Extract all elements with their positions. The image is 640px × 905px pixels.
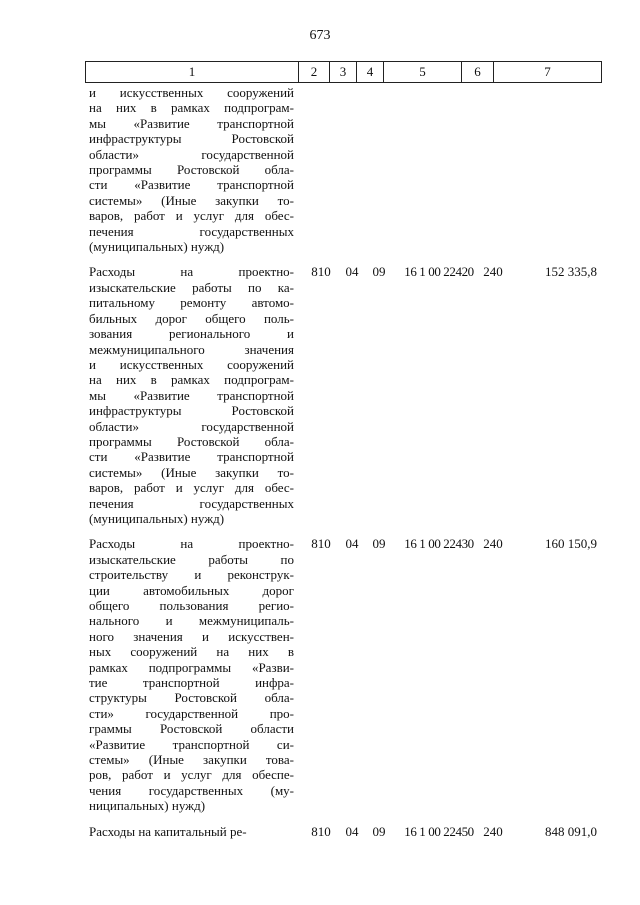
expense-type-cell: 240 bbox=[483, 536, 503, 552]
expense-type-cell: 240 bbox=[483, 823, 503, 839]
description-line: программы Ростовской обла- bbox=[89, 433, 294, 449]
subsection-cell: 09 bbox=[372, 823, 386, 839]
description-line: ров, работ и услуг для обеспе- bbox=[89, 767, 294, 783]
description-line: системы» (Иные закупки то- bbox=[89, 464, 294, 480]
section-cell: 04 bbox=[345, 536, 359, 552]
description-line: изыскательские работы по ка- bbox=[89, 279, 294, 295]
description-line: межмуниципального значения bbox=[89, 341, 294, 357]
description-line: печения государственных bbox=[89, 495, 294, 511]
description-line: варов, работ и услуг для обес- bbox=[89, 480, 294, 496]
description-line: мы «Развитие транспортной bbox=[89, 115, 294, 131]
column-header-table bbox=[85, 61, 602, 83]
description-line: сти» государственной про- bbox=[89, 705, 294, 721]
row-description bbox=[85, 824, 294, 839]
section-cell: 04 bbox=[345, 823, 359, 839]
description-line: варов, работ и услуг для обес- bbox=[89, 208, 294, 224]
subsection-cell: 09 bbox=[372, 536, 386, 552]
description-line: Расходы на проектно- bbox=[89, 264, 294, 280]
column-header-2: 2 bbox=[299, 62, 330, 83]
description-line: чения государственных (му- bbox=[89, 782, 294, 798]
description-line: ции автомобильных дорог bbox=[89, 582, 294, 598]
description-line: мы «Развитие транспортной bbox=[89, 387, 294, 403]
description-line: ного значения и искусствен- bbox=[89, 628, 294, 644]
description-line: области» государственной bbox=[89, 418, 294, 434]
ministry-code-cell: 810 bbox=[311, 823, 331, 839]
description-line: ниципальных) нужд) bbox=[89, 798, 206, 814]
target-article-cell: 16 1 00 22420 bbox=[404, 264, 474, 280]
target-article-cell: 16 1 00 22450 bbox=[404, 823, 474, 839]
description-line: «Развитие транспортной си- bbox=[89, 736, 294, 752]
description-line: (муниципальных) нужд) bbox=[89, 510, 225, 526]
description-line: Расходы на капитальный ре- bbox=[89, 823, 247, 839]
description-line: общего пользования регио- bbox=[89, 598, 294, 613]
description-line: на них в рамках подпрограм- bbox=[89, 100, 294, 116]
description-line: строительству и реконструк- bbox=[89, 567, 294, 583]
description-line: и искусственных сооружений bbox=[89, 356, 294, 372]
row-description bbox=[85, 264, 294, 526]
description-line: граммы Ростовской области bbox=[89, 721, 294, 737]
description-line: рамках подпрограммы «Разви- bbox=[89, 659, 294, 675]
description-line: Расходы на проектно- bbox=[89, 536, 294, 552]
column-header-6: 6 bbox=[462, 62, 494, 83]
description-line: на них в рамках подпрограм- bbox=[89, 372, 294, 388]
description-line: бильных дорог общего поль- bbox=[89, 310, 294, 326]
description-line: и искусственных сооружений bbox=[89, 85, 294, 100]
expense-type-cell: 240 bbox=[483, 264, 503, 280]
amount-cell: 848 091,0 bbox=[545, 823, 597, 839]
column-header-7: 7 bbox=[494, 62, 602, 83]
amount-cell: 152 335,8 bbox=[545, 264, 597, 280]
ministry-code-cell: 810 bbox=[311, 536, 331, 552]
description-line: зования регионального и bbox=[89, 326, 294, 342]
column-header-5: 5 bbox=[384, 62, 462, 83]
description-line: области» государственной bbox=[89, 146, 294, 162]
description-line: стемы» (Иные закупки това- bbox=[89, 752, 294, 768]
subsection-cell: 09 bbox=[372, 264, 386, 280]
description-line: структуры Ростовской обла- bbox=[89, 690, 294, 706]
row-description bbox=[85, 85, 294, 254]
description-line: системы» (Иные закупки то- bbox=[89, 192, 294, 208]
row-description bbox=[85, 536, 294, 813]
section-cell: 04 bbox=[345, 264, 359, 280]
column-header-3: 3 bbox=[330, 62, 357, 83]
table-row bbox=[85, 824, 601, 839]
description-line: ных сооружений на них в bbox=[89, 644, 294, 660]
description-line: сти «Развитие транспортной bbox=[89, 449, 294, 465]
description-line: инфраструктуры Ростовской bbox=[89, 403, 294, 419]
table-row bbox=[85, 85, 601, 254]
ministry-code-cell: 810 bbox=[311, 264, 331, 280]
description-line: тие транспортной инфра- bbox=[89, 675, 294, 691]
table-row bbox=[85, 264, 601, 526]
description-line: изыскательские работы по bbox=[89, 551, 294, 567]
description-line: печения государственных bbox=[89, 223, 294, 239]
description-line: (муниципальных) нужд) bbox=[89, 239, 225, 255]
page-number: 673 bbox=[309, 28, 331, 43]
description-line: сти «Развитие транспортной bbox=[89, 177, 294, 193]
description-line: программы Ростовской обла- bbox=[89, 162, 294, 178]
table-row bbox=[85, 536, 601, 813]
column-header-row bbox=[86, 62, 602, 83]
description-line: инфраструктуры Ростовской bbox=[89, 131, 294, 147]
table-body bbox=[85, 85, 601, 849]
description-line: нального и межмуниципаль- bbox=[89, 613, 294, 629]
amount-cell: 160 150,9 bbox=[545, 536, 597, 552]
column-header-4: 4 bbox=[357, 62, 384, 83]
column-header-1: 1 bbox=[86, 62, 299, 83]
target-article-cell: 16 1 00 22430 bbox=[404, 536, 474, 552]
description-line: питальному ремонту автомо- bbox=[89, 295, 294, 311]
